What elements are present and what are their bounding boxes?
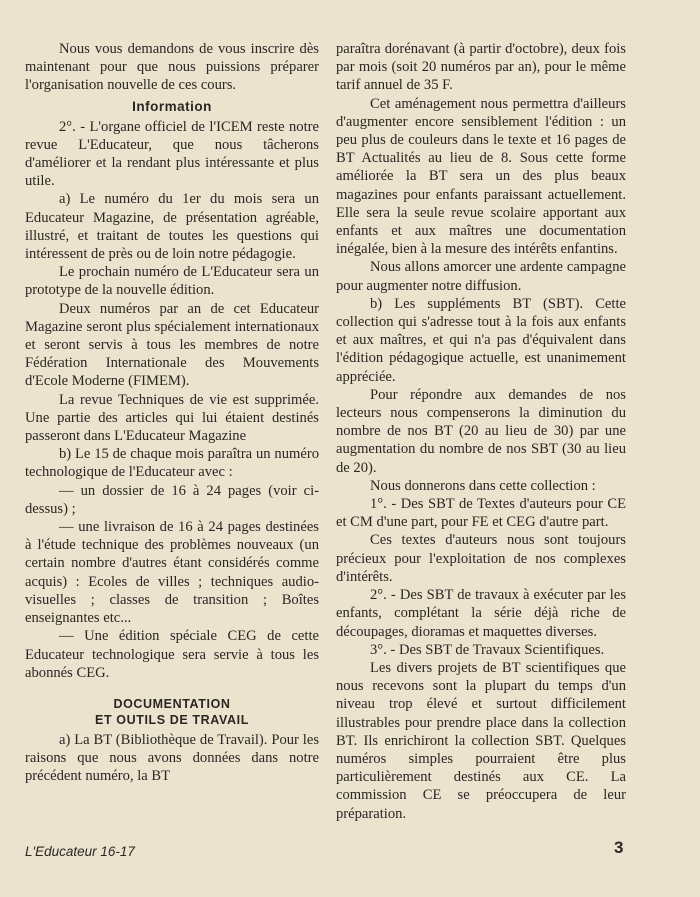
footer-publication: L'Educateur 16-17 [25, 844, 135, 859]
paragraph-dossier: — un dossier de 16 à 24 pages (voir ci-dessus) ; [25, 482, 319, 517]
paragraph-campagne: Nous allons amorcer une ardente campagne pour augmenter notre diffusion. [336, 259, 626, 294]
page-number: 3 [614, 838, 624, 857]
paragraph-paraitra: paraîtra dorénavant (à partir d'octobre), deux fois par mois (soit 20 numéros par an), pour le même tarif annuel de 35 F. [336, 41, 626, 94]
paragraph-educateur-magazine: a) Le numéro du 1er du mois sera un Educateur Magazine, de présentation agréable, illustré, et traitant de toutes les questions qui intéressent de près ou de loin notre pédagogie. [25, 191, 319, 263]
right-column [336, 40, 626, 823]
paragraph-intro: Nous vous demandons de vous inscrire dès maintenant pour que nous puissions préparer l'organisation nouvelle de ces cours. [25, 41, 319, 94]
left-column [25, 40, 319, 786]
heading-information: Information [132, 98, 212, 114]
paragraph-edition-ceg: — Une édition spéciale CEG de cette Educateur technologique sera servie à tous les abonnés CEG. [25, 628, 319, 681]
paragraph-icem: 2°. - L'organe officiel de l'ICEM reste notre revue L'Educateur, que nous tâcherons d'améliorer et la rendant plus intéressante et plus utile. [25, 118, 319, 190]
paragraph-bt: a) La BT (Bibliothèque de Travail). Pour les raisons que nous avons données dans notre précédent numéro, la BT [25, 731, 319, 785]
paragraph-projets: Les divers projets de BT scientifiques que nous recevons sont la plupart du temps d'un niveau trop élevé et surtout difficilement illustrables pour prendre place dans la collection BT. Ils enrichiront la collection SBT. Quelques numéros simples pourraient être plus particulièrement destinés aux CE. La commission CE se préoccupera de leur préparation. [336, 659, 626, 822]
paragraph-repondre: Pour répondre aux demandes de nos lecteurs nous compenserons la diminution du nombre de nos BT (20 au lieu de 30) par une augmentation du nombre de nos SBT (30 au lieu de 20). [336, 386, 626, 476]
paragraph-textes-auteurs: Ces textes d'auteurs nous sont toujours précieux pour l'exploitation de nos complexes d'intérêts. [336, 532, 626, 585]
paragraph-donnerons: Nous donnerons dans cette collection : [370, 477, 596, 494]
paragraph-techniques-de-vie: La revue Techniques de vie est supprimée. Une partie des articles qui lui étaient destinés passeront dans L'Educateur Magazine [25, 391, 319, 445]
heading-documentation-line1: DOCUMENTATION [113, 696, 231, 711]
paragraph-numero-technologique: b) Le 15 de chaque mois paraîtra un numéro technologique de l'Educateur avec : [25, 446, 319, 481]
paragraph-sbt: b) Les suppléments BT (SBT). Cette collection qui s'adresse tout à la fois aux enfants et aux maîtres, et qui n'a pas d'équivalent dans l'édition pédagogique actuelle, est unanimement appréciée. [336, 295, 626, 385]
paragraph-amenagement: Cet aménagement nous permettra d'ailleurs d'augmenter encore sensiblement l'édition : un peu plus de couleurs dans le texte et 16 pages de BT Actualités au lieu de 8. Sous cette forme améliorée la BT sera un des plus beaux magazines pour enfants paraissant actuellement. Elle sera la seule revue scolaire apportant aux enfants et aux maîtres une documentation inégalée, bien à la mesure des intérêts enfantins. [336, 95, 626, 258]
paragraph-item-3: 3°. - Des SBT de Travaux Scientifiques. [370, 641, 605, 658]
paragraph-deux-numeros: Deux numéros par an de cet Educateur Magazine seront plus spécialement internationaux et seront servis à tous les membres de notre Fédération Internationale des Mouvements d'Ecole Moderne (FIMEM). [25, 300, 319, 390]
heading-documentation [25, 696, 319, 728]
paragraph-item-2: 2°. - Des SBT de travaux à exécuter par les enfants, complétant la série déjà riche de découpages, dioramas et maquettes diverses. [336, 587, 626, 640]
paragraph-prochain-numero: Le prochain numéro de L'Educateur sera un prototype de la nouvelle édition. [25, 264, 319, 299]
heading-documentation-line2: ET OUTILS DE TRAVAIL [95, 712, 249, 727]
paragraph-item-1: 1°. - Des SBT de Textes d'auteurs pour CE et CM d'une part, pour FE et CEG d'autre part. [336, 496, 626, 531]
paragraph-livraison: — une livraison de 16 à 24 pages destinées à l'étude technique des problèmes nouveaux (un certain nombre d'autres étant considérés comme acquis) : Ecoles de villes ; techniques audio-visuelles ; classes de transition ; Boîtes enseignantes etc... [25, 519, 319, 627]
